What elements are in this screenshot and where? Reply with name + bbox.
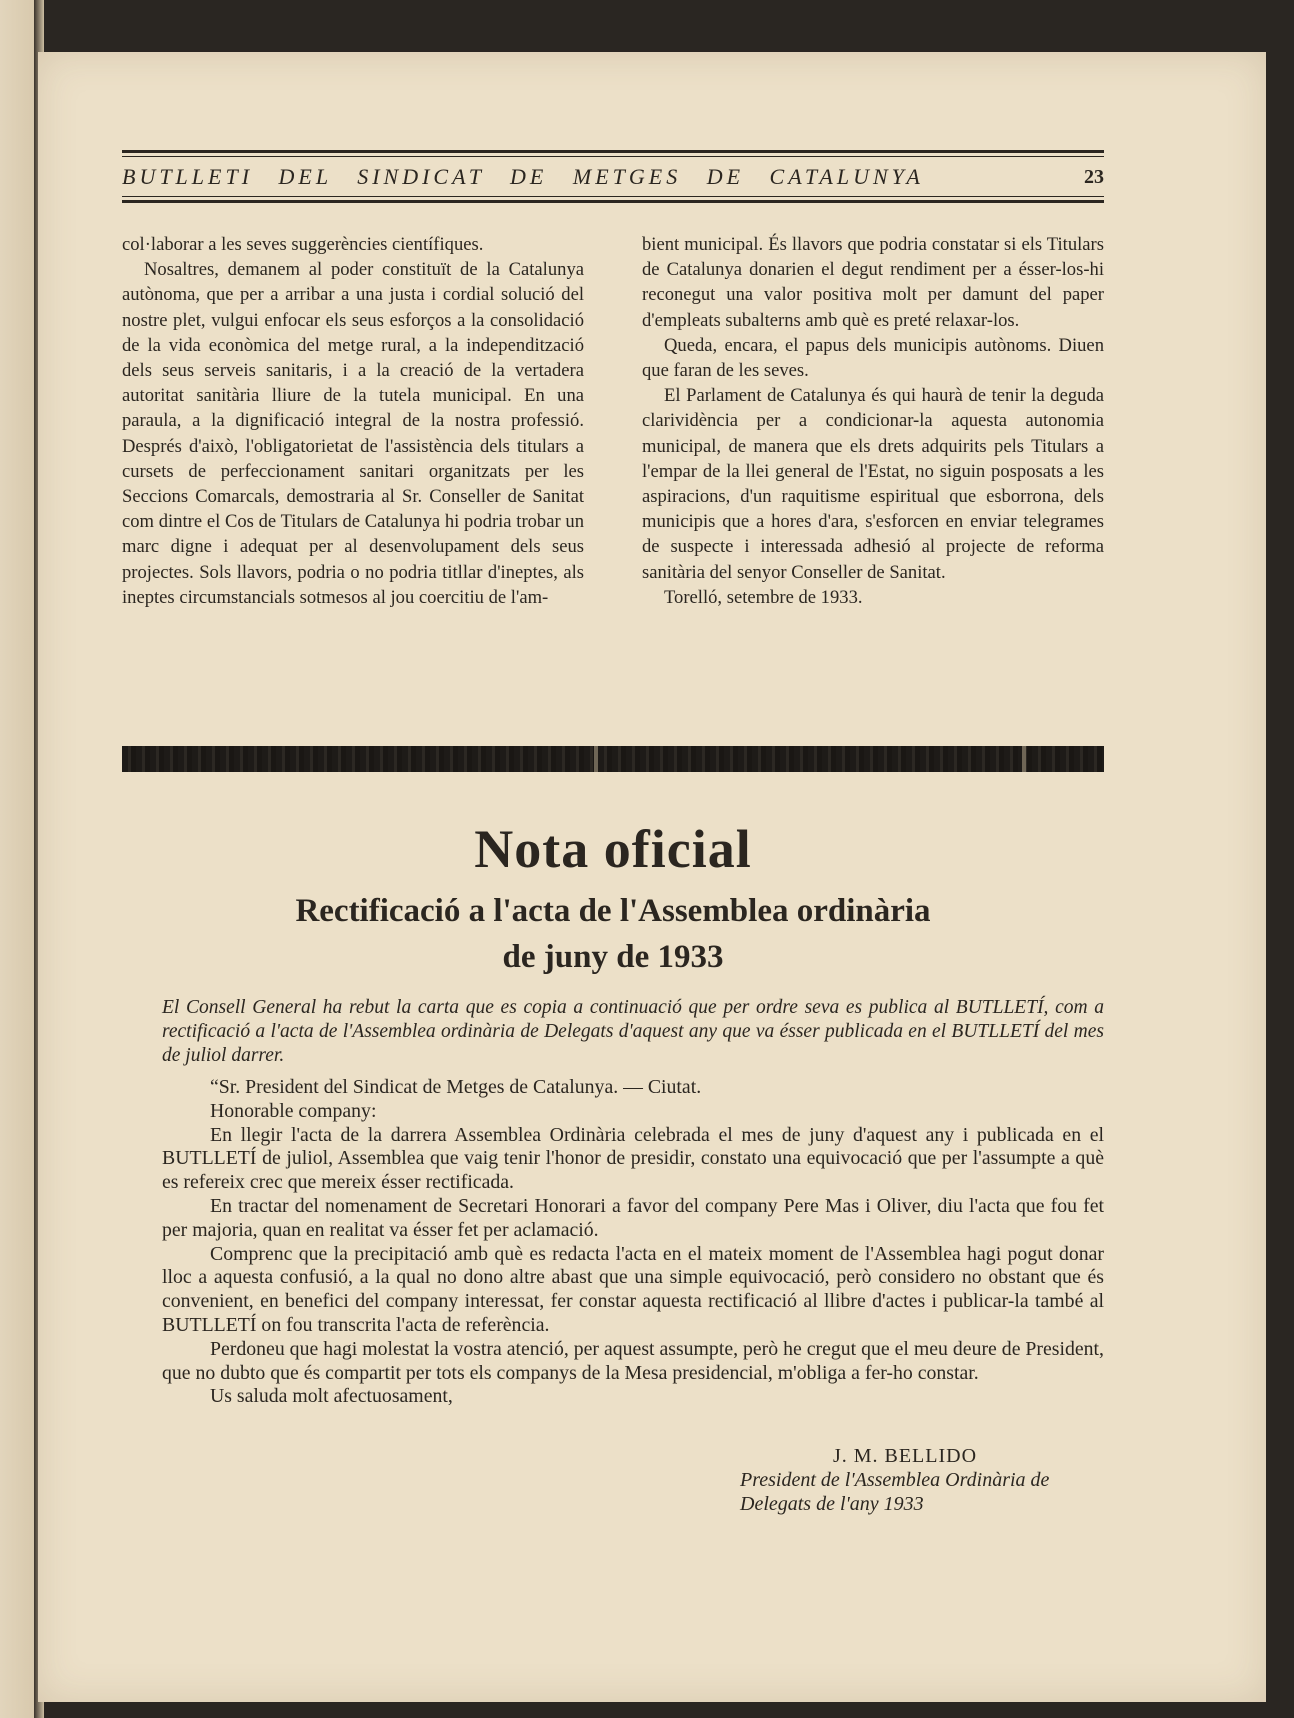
header-rule-bottom-thin	[122, 196, 1104, 197]
letter-paragraph: En tractar del nomenament de Secretari Honorari a favor del company Pere Mas i Oliver, diu l'acta que fou fet per majoria, quan en realitat va ésser fet per aclamació.	[162, 1194, 1104, 1241]
right-column	[642, 232, 1104, 702]
notice-subtitle-line: de juny de 1933	[502, 939, 724, 975]
signature-block	[740, 1444, 1070, 1516]
band-divider	[1022, 746, 1026, 772]
letter-address: “Sr. President del Sindicat de Metges de Catalunya. — Ciutat.	[210, 1076, 702, 1098]
previous-page-edge	[0, 0, 34, 1718]
paragraph: El Parlament de Catalunya és qui haurà de tenir la deguda clarividència per a condicionar-la aquesta autonomia municipal, de manera que els drets adquirits pels Titulars a l'empar de la llei general de l'Estat, no siguin posposats a les aspiracions, d'un raquitisme espiritual que esborrona, dels municipis que a hores d'ara, s'esforcen en enviar telegrames de suspecte i interessada adhesió al projecte de reforma sanitària del senyor Conseller de Sanitat.	[642, 385, 1104, 583]
header-rule-top-thick	[122, 150, 1104, 153]
letter-salutation: Honorable company:	[210, 1099, 377, 1122]
letter-closing: Us saluda molt afectuosament,	[210, 1385, 453, 1408]
band-divider	[594, 746, 598, 772]
journal-title: BUTLLETI DEL SINDICAT DE METGES DE CATALUNYA	[122, 164, 924, 189]
header-rule-top-thin	[122, 156, 1104, 157]
notice-title: Nota oficial	[474, 819, 752, 879]
article-columns	[122, 232, 1104, 702]
signatory-role: President de l'Assemblea Ordinària de Delegats de l'any 1933	[740, 1469, 1050, 1515]
letter-paragraph: Perdoneu que hagi molestat la vostra atenció, per aquest assumpte, però he cregut que el meu deure de President, que no dubto que és compartit per tots els companys de la Mesa presidencial, m'obliga a fer-ho constar.	[162, 1337, 1104, 1384]
letter-paragraph: En llegir l'acta de la darrera Assemblea Ordinària celebrada el mes de juny d'aquest any i publicada en el BUTLLETÍ de juliol, Assemblea que vaig tenir l'honor de presidir, constato una equivocació que per l'assumpte a què es refereix crec que mereix ésser rectificada.	[162, 1123, 1104, 1194]
page-number: 23	[1084, 165, 1104, 188]
notice-intro: El Consell General ha rebut la carta que es copia a continuació que per ordre seva es publica al BUTLLETÍ, com a rectificació a l'acta de l'Assemblea ordinària de Delegats d'aquest any que va ésser publicada en el BUTLLETÍ del mes de juliol darrer.	[162, 997, 1104, 1066]
paragraph: Queda, encara, el papus dels municipis autònoms. Diuen que faran de les seves.	[642, 334, 1104, 382]
paragraph: bient municipal. És llavors que podria constatar si els Titulars de Catalunya donarien el degut rendiment per a ésser-los-hi reconegut una valor positiva molt per damunt del paper d'empleats subalterns amb què es preté relaxar-los.	[642, 234, 1104, 331]
signatory-name: J. M. BELLIDO	[832, 1445, 978, 1467]
separator-band	[122, 746, 1104, 772]
left-column	[122, 232, 584, 702]
header-rule-bottom-thick	[122, 200, 1104, 203]
notice-subtitle	[122, 888, 1104, 980]
paragraph: Nosaltres, demanem al poder constituït de la Catalunya autònoma, que per a arribar a una justa i cordial solució del nostre plet, vulgui enfocar els seus esforços a la consolidació de la vida econòmica del metge rural, a la independització dels seus serveis sanitaris, i a la creació de la vertadera autoritat sanitària lliure de la tutela municipal. En una paraula, a la dignificació integral de la nostra professió. Després d'això, l'obligatorietat de l'assistència dels titulars a cursets de perfeccionament sanitari organitzats per les Seccions Comarcals, demostraria al Sr. Conseller de Sanitat com dintre el Cos de Titulars de Catalunya hi podria trobar un marc digne i adequat per al desenvolupament dels seus projectes. Sols llavors, podria o no podria titllar d'ineptes, als ineptes circumstancials sotmesos al jou coercitiu de l'am-	[122, 259, 584, 608]
letter-paragraph: Comprenc que la precipitació amb què es redacta l'acta en el mateix moment de l'Assemblea hagi pogut donar lloc a aquesta confusió, a la qual no dono altre abast que una simple equivocació, però considero no obstant que és convenient, en benefici del company interessat, fer constar aquesta rectificació al llibre d'actes i publicar-la també al BUTLLETÍ on fou transcrita l'acta de referència.	[162, 1242, 1104, 1336]
article-date: Torelló, setembre de 1933.	[664, 586, 863, 608]
paragraph: col·laborar a les seves suggerències científiques.	[122, 234, 484, 255]
notice-subtitle-line: Rectificació a l'acta de l'Assemblea ordinària	[295, 893, 931, 929]
letter-body	[162, 1076, 1104, 1409]
running-header	[122, 162, 1104, 192]
